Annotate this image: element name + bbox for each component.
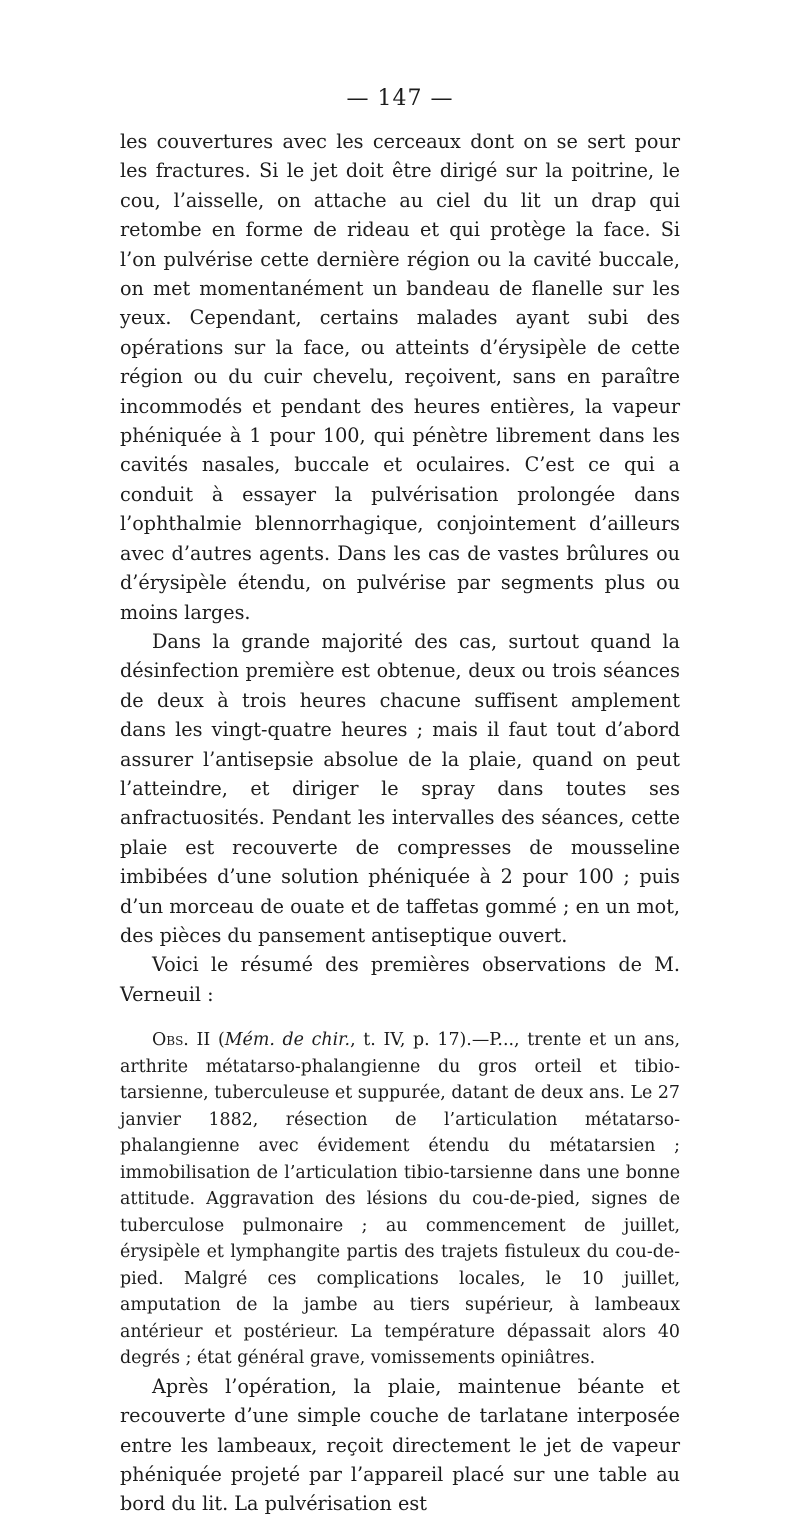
- page-number: — 147 —: [346, 86, 454, 111]
- observation-label: Obs. II: [152, 1030, 211, 1051]
- book-page: [120, 86, 680, 1519]
- observation-ref-open: (: [217, 1030, 225, 1051]
- paragraph-sessions: Dans la grande majorité des cas, surtout quand la désinfection première est obtenue, deux ou trois séances de deux à trois heures chacune suffisent amplement dans les vingt-quatre heures ; mais il faut tout d’abord assurer l’antisepsie absolue de la plaie, quand on peut l’atteindre, et diriger le spray dans toutes ses anfractuosités. Pendant les intervalles des séances, cette plaie est recouverte de compresses de mousseline imbibées d’une solution phéniquée à 2 pour 100 ; puis d’un morceau de ouate et de taffetas gommé ; en un mot, des pièces du pansement antiseptique ouvert.: [120, 629, 680, 947]
- paragraph-verneuil-intro: Voici le résumé des premières observations de M. Verneuil :: [120, 953, 680, 1006]
- observation-reference-title: Mém. de chir.: [224, 1030, 351, 1051]
- observation-reference-rest: , t. IV, p. 17).: [350, 1030, 472, 1051]
- paragraph-covers-and-spray: les couvertures avec les cerceaux dont on se sert pour les fractures. Si le jet doit être dirigé sur la poitrine, le cou, l’aisselle, on attache au ciel du lit un drap qui retombe en forme de rideau et qui protège la face. Si l’on pulvérise cette dernière région ou la cavité buccale, on met momentanément un bandeau de flanelle sur les yeux. Cependant, certains malades ayant subi des opérations sur la face, ou atteints d’érysipèle de cette région ou du cuir chevelu, reçoivent, sans en paraître incommodés et pendant des heures entières, la vapeur phéniquée à 1 pour 100, qui pénètre librement dans les cavités nasales, buccale et oculaires. C’est ce qui a conduit à essayer la pulvérisation prolongée dans l’ophthalmie blennorrhagique, conjointement d’ailleurs avec d’autres agents. Dans les cas de vastes brûlures ou d’érysipèle étendu, on pulvérise par segments plus ou moins larges.: [120, 130, 680, 624]
- observation-continuation: Après l’opération, la plaie, maintenue béante et recouverte d’une simple couche de tarlatane interposée entre les lambeaux, reçoit directement le jet de vapeur phéniquée projeté par l’appareil placé sur une table au bord du lit. La pulvérisation est: [120, 1374, 680, 1516]
- observation-body: —P..., trente et un ans, arthrite métatarso-phalangienne du gros orteil et tibio-tarsienne, tuberculeuse et suppurée, datant de deux ans. Le 27 janvier 1882, résection de l’articulation métatarso-phalangienne avec évidement étendu du métatarsien ; immobilisation de l’articulation tibio-tarsienne dans une bonne attitude. Aggravation des lésions du cou-de-pied, signes de tuberculose pulmonaire ; au commencement de juillet, érysipèle et lymphangite partis des trajets fistuleux du cou-de-pied. Malgré ces complications locales, le 10 juillet, amputation de la jambe au tiers supérieur, à lambeaux antérieur et postérieur. La température dépassait alors 40 degrés ; état général grave, vomissements opiniâtres.: [120, 1030, 681, 1369]
- observation-block: [120, 1027, 680, 1372]
